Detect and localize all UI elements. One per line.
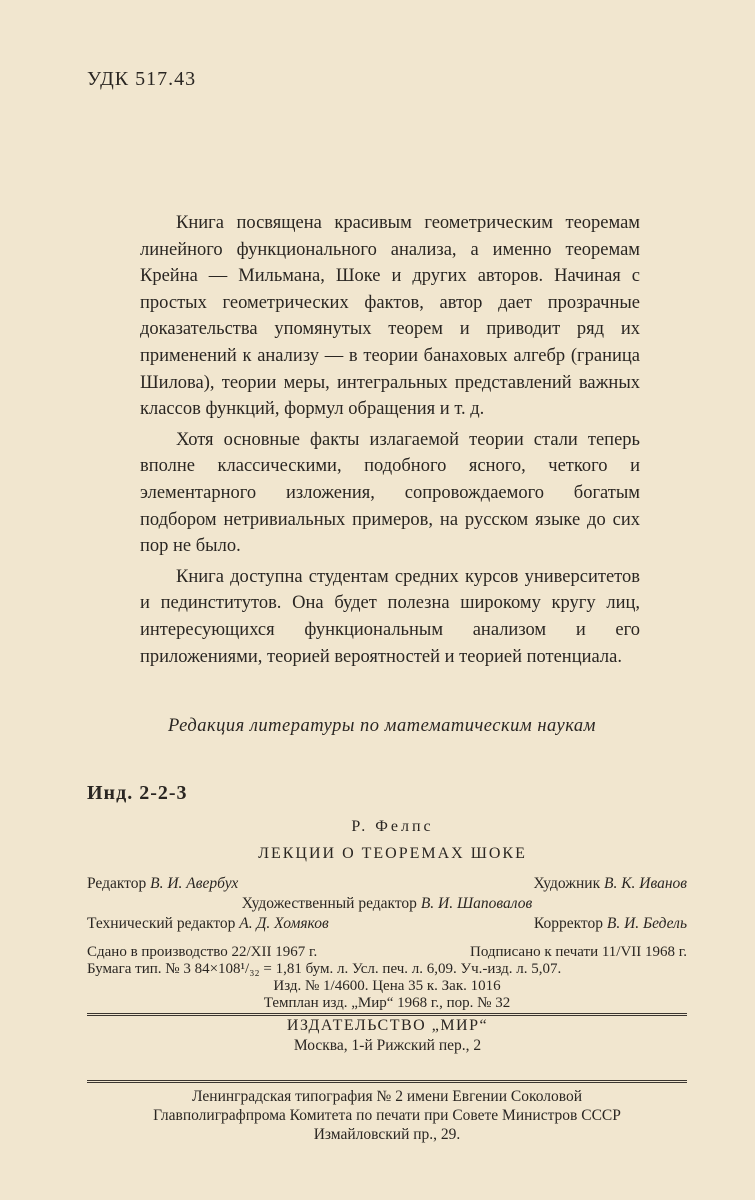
- editor-label: Редактор: [87, 875, 147, 892]
- udc-code: УДК 517.43: [87, 68, 197, 90]
- author-name: Р. Фелпс: [351, 818, 434, 835]
- editorial-office: Редакция литературы по математическим наукам: [168, 716, 596, 736]
- index-code: Инд. 2-2-3: [87, 782, 188, 804]
- credits: [87, 875, 687, 935]
- art-editor-label: Художественный редактор: [241, 895, 417, 912]
- printer-info: [87, 1087, 687, 1144]
- credits-row: [87, 895, 687, 915]
- abstract-paragraph: Книга посвящена красивым геометрическим теоремам линейного функционального анализа, а именно теоремам Крейна — Мильмана, Шоке и других авторов. Начиная с простых геометрических фактов, автор дает прозрачные доказательства упомянутых теорем и приводит ряд их применений к анализу — в теории банаховых алгебр (граница Шилова), теории меры, интегральных представлений важных классов функций, формул обращения и т. д.: [140, 213, 640, 420]
- tech-editor-label: Технический редактор: [87, 915, 236, 932]
- proofreader-label: Корректор: [533, 915, 603, 932]
- artist-name: В. К. Иванов: [604, 875, 687, 892]
- printer-line: Ленинградская типография № 2 имени Евгении Соколовой: [192, 1088, 582, 1105]
- publisher-address: Москва, 1-й Рижский пер., 2: [293, 1037, 482, 1054]
- imprint-row: [87, 961, 687, 978]
- publisher-name: ИЗДАТЕЛЬСТВО „МИР“: [286, 1017, 489, 1034]
- abstract-paragraph: Книга доступна студентам средних курсов университетов и пединститутов. Она будет полезна широкому кругу лиц, интересующихся функциональным анализом и его приложениями, теорией вероятностей и теорией потенциала.: [140, 566, 640, 667]
- artist-label: Художник: [533, 875, 601, 892]
- imprint: [87, 944, 687, 1012]
- abstract: [140, 210, 640, 674]
- proofreader-credit: [534, 915, 687, 935]
- imprint-row: [87, 978, 687, 995]
- art-editor-credit: [242, 895, 532, 915]
- art-editor-name: В. И. Шаповалов: [420, 895, 533, 912]
- printer-line: Измайловский пр., 29.: [313, 1126, 461, 1143]
- artist-credit: [533, 875, 687, 895]
- divider: [87, 1080, 687, 1083]
- signed-date: Подписано к печати 11/VII 1968 г.: [469, 944, 687, 960]
- plan-info: Темплан изд. „Мир“ 1968 г., пор. № 32: [263, 995, 511, 1011]
- book-title: ЛЕКЦИИ О ТЕОРЕМАХ ШОКЕ: [258, 845, 527, 862]
- credits-row: [87, 875, 687, 895]
- production-date: Сдано в производство 22/XII 1967 г.: [87, 944, 318, 960]
- divider: [87, 1013, 687, 1016]
- editor-name: В. И. Авербух: [150, 875, 239, 892]
- imprint-row: [87, 944, 687, 961]
- edition-info: Изд. № 1/4600. Цена 35 к. Зак. 1016: [273, 978, 501, 994]
- credits-row: [87, 915, 687, 935]
- printer-line: Главполиграфпрома Комитета по печати при Совете Министров СССР: [153, 1107, 621, 1124]
- abstract-paragraph: Хотя основные факты излагаемой теории стали теперь вполне классическими, подобного ясного, четкого и элементарного изложения, сопровождаемого богатым подбором нетривиальных примеров, на русском языке до сих пор не было.: [140, 429, 640, 557]
- tech-editor-credit: [87, 915, 329, 935]
- editor-credit: [87, 875, 238, 895]
- imprint-row: [87, 995, 687, 1012]
- proofreader-name: В. И. Бедель: [606, 915, 687, 932]
- paper-info: Бумага тип. № 3 84×108¹/₃₂ = 1,81 бум. л. Усл. печ. л. 6,09. Уч.-изд. л. 5,07.: [87, 961, 562, 977]
- tech-editor-name: А. Д. Хомяков: [239, 915, 329, 932]
